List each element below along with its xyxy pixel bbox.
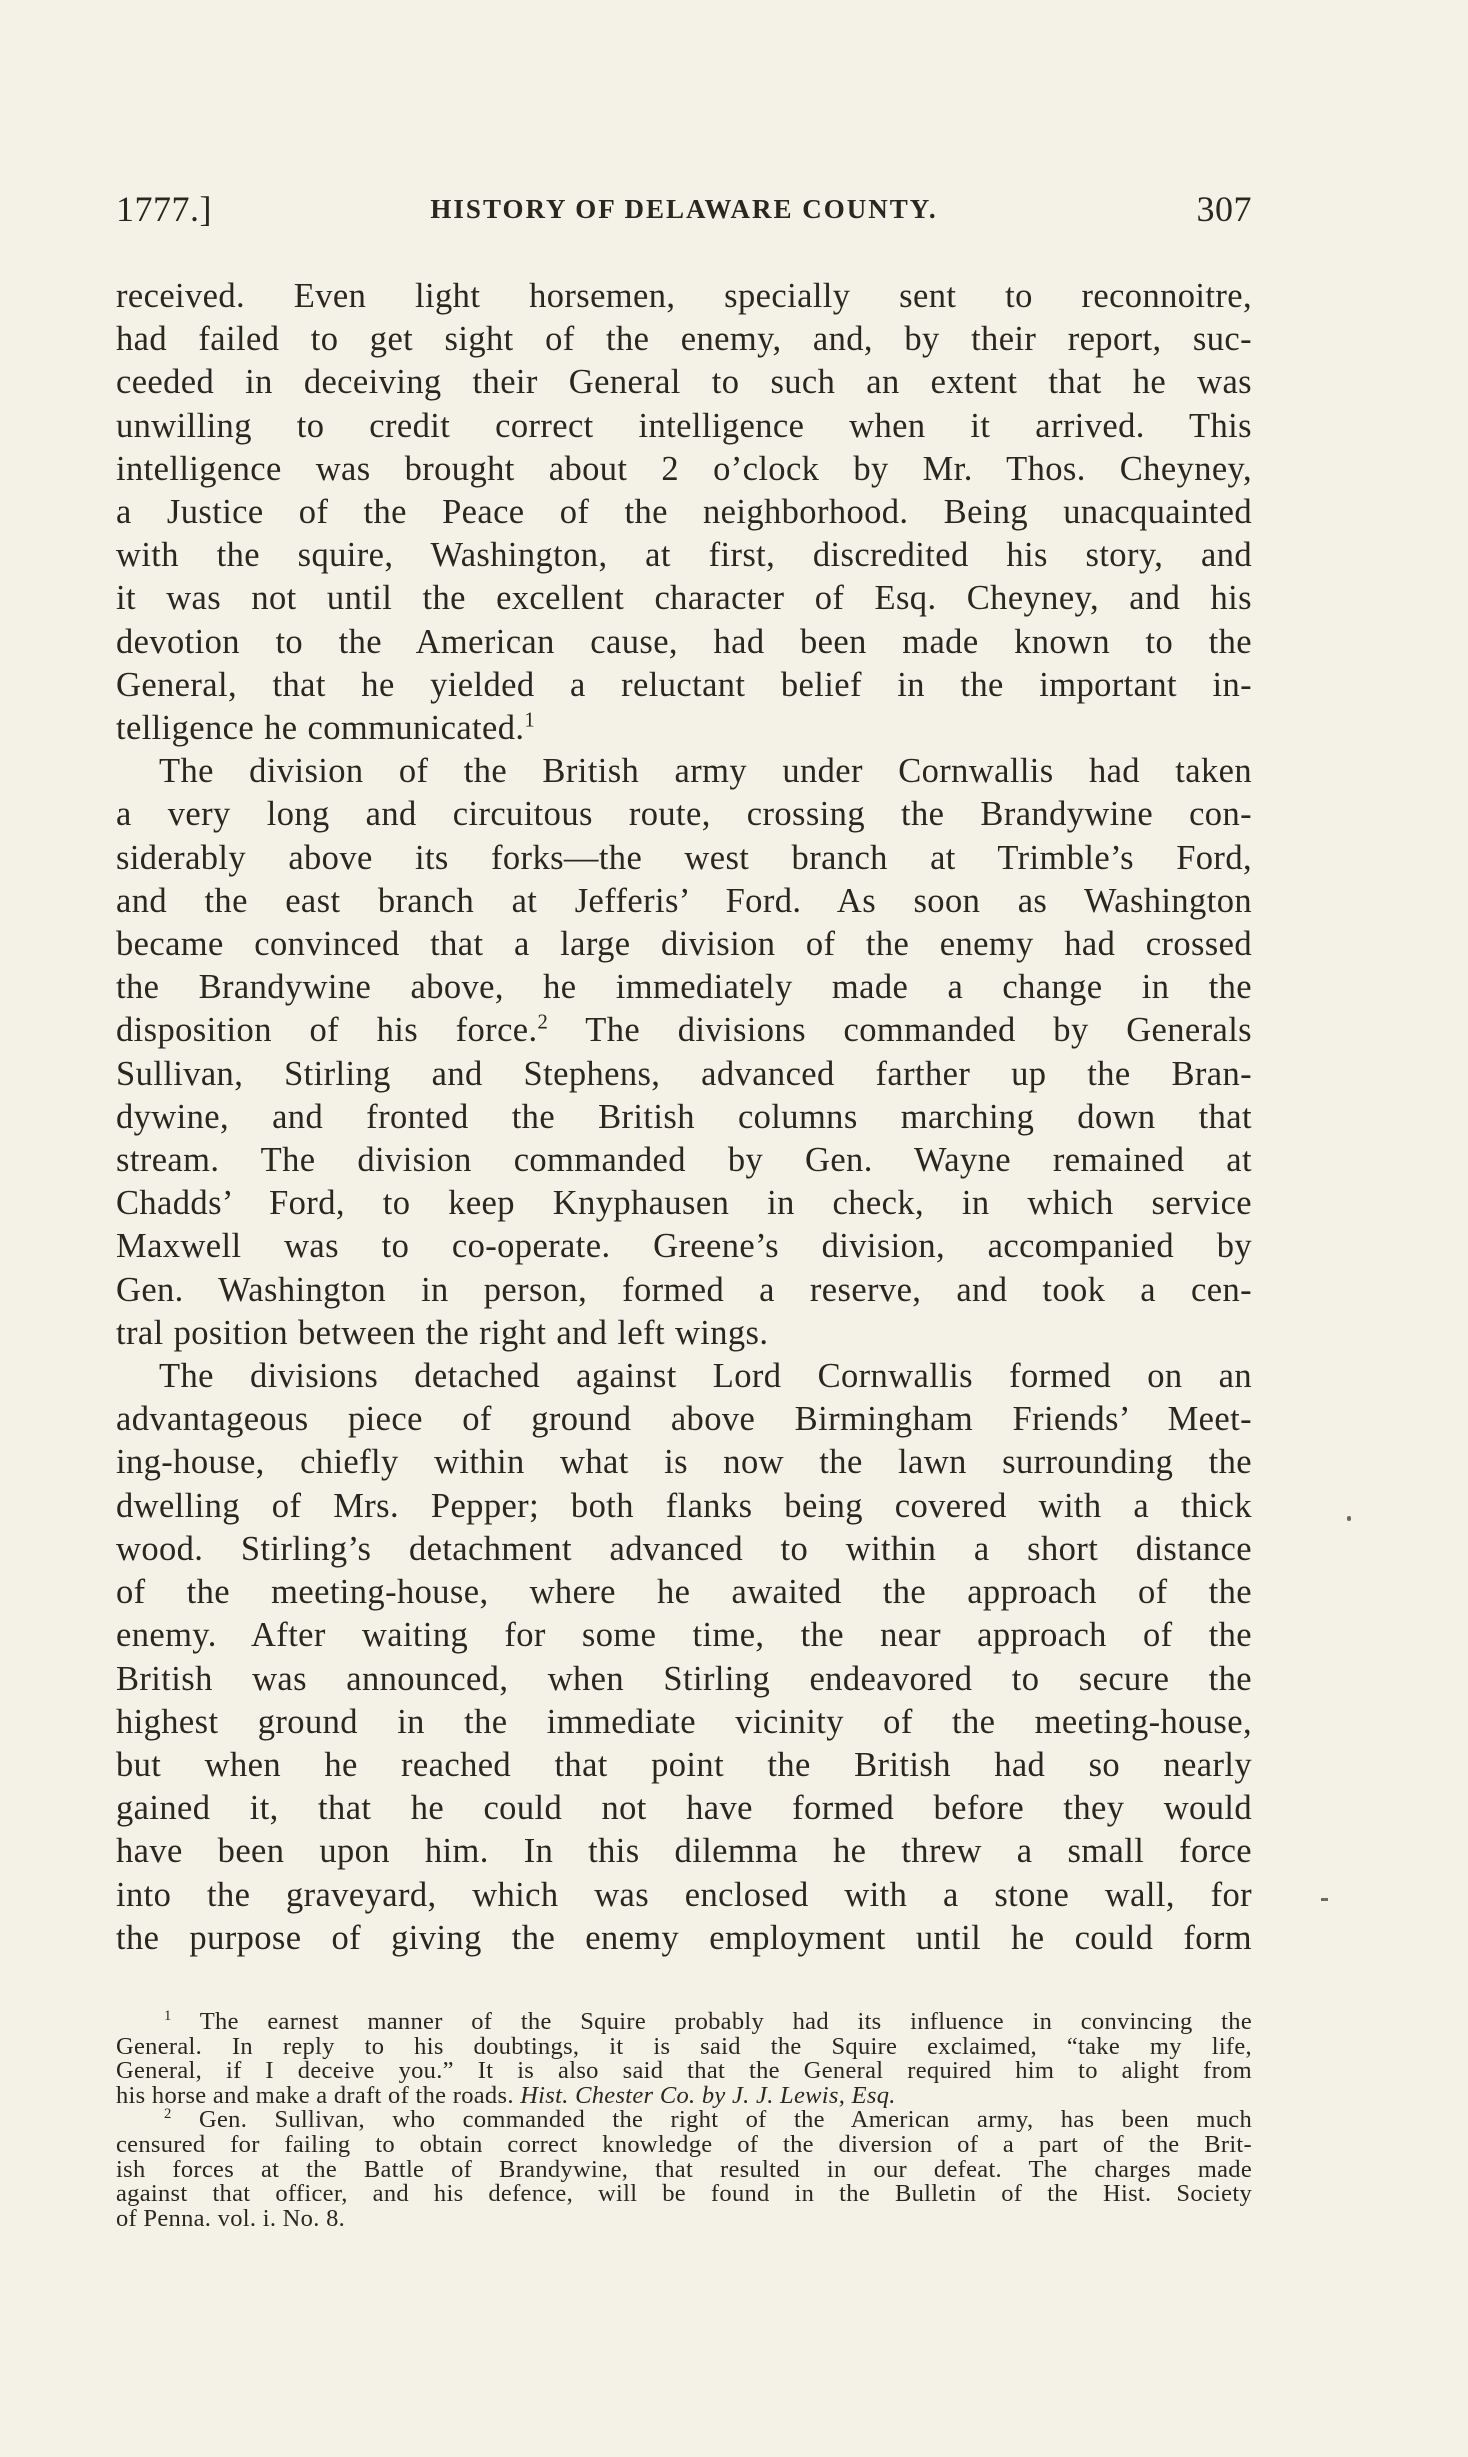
text-line: ing-house, chiefly within what is now the lawn surrounding the bbox=[116, 1443, 1252, 1482]
text-line bbox=[116, 707, 1252, 750]
paragraph-1 bbox=[116, 275, 1252, 750]
text-line: into the graveyard, which was enclosed with a stone wall, for bbox=[116, 1875, 1252, 1914]
footnote-ref-2[interactable]: 2 bbox=[537, 1011, 549, 1034]
page-number: 307 bbox=[1196, 189, 1252, 229]
text-line: Maxwell was to co-operate. Greene’s division, accompanied by bbox=[116, 1227, 1252, 1266]
paragraph-2 bbox=[116, 750, 1252, 1355]
footnote-marker-2: 2 bbox=[164, 2106, 172, 2123]
footnote-line: against that officer, and his defence, will be found in the Bulletin of the Hist. Society bbox=[116, 2180, 1252, 2208]
footnote-line-content: Gen. Sullivan, who commanded the right of the American army, has been much bbox=[198, 2106, 1253, 2134]
footnote-1 bbox=[116, 2007, 1252, 2109]
footnote-ref-1[interactable]: 1 bbox=[524, 709, 536, 732]
text-line: Chadds’ Ford, to keep Knyphausen in check, in which service bbox=[116, 1184, 1252, 1223]
text-line: but when he reached that point the British had so nearly bbox=[116, 1745, 1252, 1784]
text-line: devotion to the American cause, had been made known to the bbox=[116, 622, 1252, 661]
text-line: the purpose of giving the enemy employment until he could form bbox=[116, 1918, 1252, 1957]
footnotes bbox=[116, 2007, 1253, 2232]
text-line: advantageous piece of ground above Birmingham Friends’ Meet- bbox=[116, 1400, 1252, 1439]
text-line: unwilling to credit correct intelligence when it arrived. This bbox=[116, 406, 1252, 445]
text-line: Sullivan, Stirling and Stephens, advanced farther up the Bran- bbox=[116, 1054, 1252, 1093]
paragraph-3 bbox=[116, 1355, 1252, 1960]
text-line: the Brandywine above, he immediately made a change in the bbox=[116, 968, 1252, 1007]
paper-speck bbox=[1347, 1516, 1351, 1521]
text-line: of the meeting-house, where he awaited the approach of the bbox=[116, 1573, 1252, 1612]
text-line: dywine, and fronted the British columns marching down that bbox=[116, 1097, 1252, 1136]
text-line: stream. The division commanded by Gen. Wayne remained at bbox=[116, 1141, 1252, 1180]
footnote-line-content: The earnest manner of the Squire probably had its influence in convincing the bbox=[199, 2008, 1252, 2035]
text-line: gained it, that he could not have formed before they would bbox=[116, 1789, 1252, 1828]
text-line: The divisions detached against Lord Cornwallis formed on an bbox=[159, 1357, 1252, 1396]
footnote-line bbox=[116, 2108, 1252, 2133]
footnote-citation: Hist. Chester Co. by J. J. Lewis, Esq. bbox=[520, 2081, 896, 2109]
text-line bbox=[116, 1009, 1252, 1052]
text-line: intelligence was brought about 2 o’clock by Mr. Thos. Cheyney, bbox=[116, 449, 1252, 488]
text-line: became convinced that a large division of the enemy had crossed bbox=[116, 925, 1252, 964]
text-line-content: disposition of his force. bbox=[116, 1011, 538, 1050]
footnote-line: ish forces at the Battle of Brandywine, that resulted in our defeat. The charges made bbox=[116, 2155, 1252, 2183]
text-line: have been upon him. In this dilemma he threw a small force bbox=[116, 1832, 1252, 1871]
text-line: tral position between the right and left wings. bbox=[116, 1313, 769, 1352]
text-line-content: telligence he communicated. bbox=[116, 709, 525, 748]
footnote-line bbox=[116, 2007, 1252, 2035]
text-line-content: The divisions commanded by Generals bbox=[548, 1011, 1253, 1050]
text-line: highest ground in the immediate vicinity of the meeting-house, bbox=[116, 1702, 1252, 1741]
text-line: wood. Stirling’s detachment advanced to within a short distance bbox=[116, 1529, 1252, 1568]
footnote-line-content: his horse and make a draft of the roads. bbox=[116, 2081, 514, 2109]
footnote-2 bbox=[116, 2108, 1252, 2231]
header-year: 1777.] bbox=[116, 189, 212, 229]
text-line: dwelling of Mrs. Pepper; both flanks being covered with a thick bbox=[116, 1486, 1252, 1525]
text-line: siderably above its forks—the west branch at Trimble’s Ford, bbox=[116, 838, 1252, 877]
text-line: it was not until the excellent character of Esq. Cheyney, and his bbox=[116, 579, 1252, 618]
text-line: and the east branch at Jefferis’ Ford. As soon as Washington bbox=[116, 881, 1252, 920]
main-text bbox=[116, 275, 1252, 1960]
running-header bbox=[116, 188, 1252, 238]
text-line: with the squire, Washington, at first, discredited his story, and bbox=[116, 536, 1252, 575]
text-line: British was announced, when Stirling endeavored to secure the bbox=[116, 1659, 1252, 1698]
footnote-line bbox=[116, 2081, 1252, 2109]
text-line: enemy. After waiting for some time, the near approach of the bbox=[116, 1616, 1252, 1655]
text-line: a Justice of the Peace of the neighborhood. Being unacquainted bbox=[116, 493, 1252, 532]
text-line: ceeded in deceiving their General to such an extent that he was bbox=[116, 363, 1252, 402]
text-line: Gen. Washington in person, formed a reserve, and took a cen- bbox=[116, 1270, 1252, 1309]
text-line: General, that he yielded a reluctant belief in the important in- bbox=[116, 665, 1252, 704]
text-line: a very long and circuitous route, crossing the Brandywine con- bbox=[116, 795, 1252, 834]
running-title: HISTORY OF DELAWARE COUNTY. bbox=[430, 194, 938, 224]
paper-speck bbox=[1321, 1898, 1328, 1901]
footnote-line: of Penna. vol. i. No. 8. bbox=[116, 2204, 346, 2232]
footnote-line: censured for failing to obtain correct knowledge of the diversion of a part of the Brit- bbox=[116, 2130, 1252, 2158]
text-line: The division of the British army under Cornwallis had taken bbox=[159, 752, 1252, 791]
text-line: had failed to get sight of the enemy, and, by their report, suc- bbox=[116, 320, 1252, 359]
footnote-line: General. In reply to his doubtings, it is said the Squire exclaimed, “take my life, bbox=[116, 2032, 1252, 2060]
footnote-line: General, if I deceive you.” It is also said that the General required him to alight from bbox=[116, 2057, 1252, 2085]
footnote-marker-1: 1 bbox=[164, 2007, 172, 2024]
text-line: received. Even light horsemen, specially sent to reconnoitre, bbox=[116, 277, 1252, 315]
